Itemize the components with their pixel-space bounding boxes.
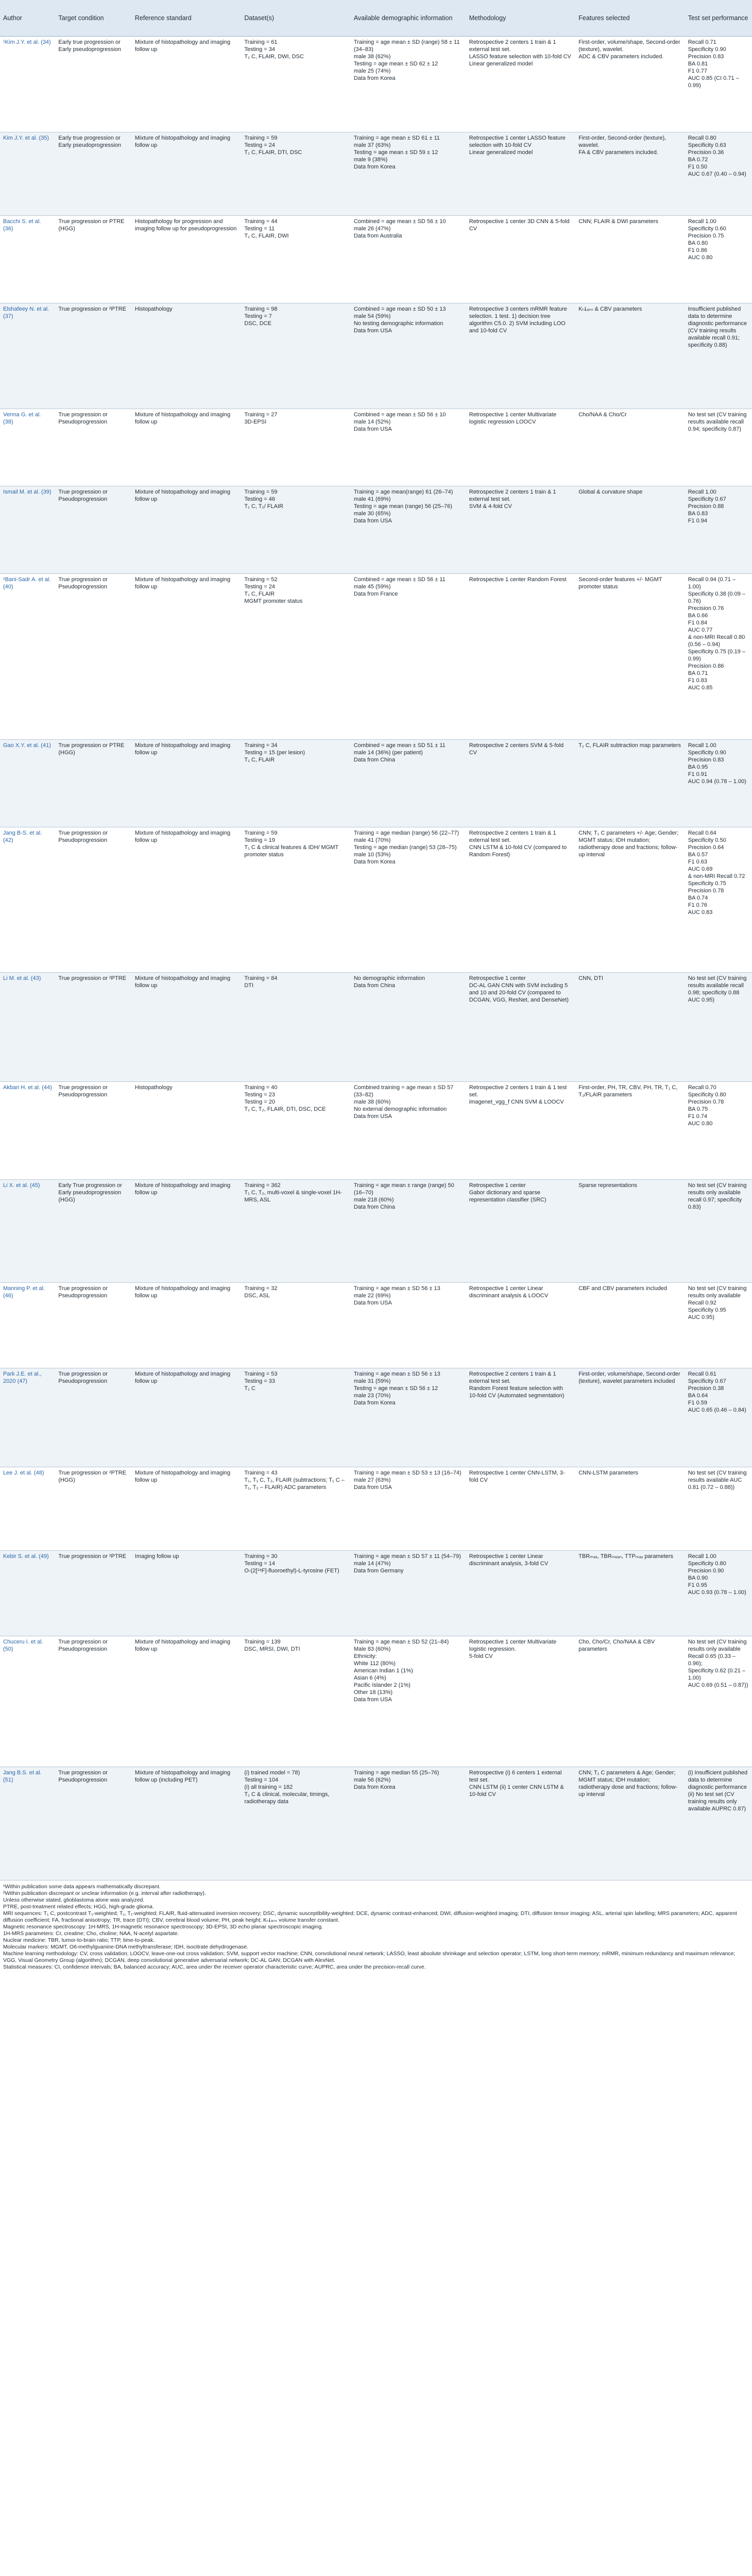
- cell-features-selected: CNN; T₁ C parameters +/- Age; Gender; MGMT status; IDH mutation; radiotherapy dose and fractions; follow-up interval: [575, 827, 685, 973]
- cell-features-selected: CNN-LSTM parameters: [575, 1467, 685, 1551]
- cell-author: Elshafeey N. et al. (37): [0, 303, 55, 409]
- footnote: Unless otherwise stated, glioblastoma alone was analyzed.: [3, 1897, 145, 1903]
- cell-test-performance: No test set (CV training results available AUC 0.81 (0.72 – 0.88)): [685, 1467, 752, 1551]
- footnote: PTRE, post-treatment related effects; HGG, high-grade glioma.: [3, 1904, 154, 1910]
- cell-datasets: Training = 40 Testing = 23 Testing = 20 T₁ C, T₂, FLAIR, DTI, DSC, DCE: [241, 1082, 350, 1180]
- cell-test-performance: (i) Insufficient published data to determine diagnostic performance (ii) No test set (CV training results only available AUPRC 0.87): [685, 1767, 752, 1880]
- cell-author: Ismail M. et al. (39): [0, 486, 55, 574]
- cell-datasets: Training = 98 Testing = 7 DSC, DCE: [241, 303, 350, 409]
- cell-demographic-info: Training = age median 55 (25–76) male 56 (62%) Data from Korea: [351, 1767, 466, 1880]
- cell-author: Verma G. et al. (38): [0, 409, 55, 486]
- cell-target-condition: True progression or Pseudoprogression: [55, 1767, 132, 1880]
- cell-target-condition: Early true progression or Early pseudoprogression: [55, 37, 132, 132]
- header-reference-standard: Reference standard: [132, 0, 241, 37]
- cell-features-selected: Second-order features +/- MGMT promoter status: [575, 574, 685, 740]
- cell-demographic-info: Training = age mean ± SD (range) 58 ± 11 (34–83) male 38 (62%) Testing = age mean ± SD 62 ± 12 male 25 (74%) Data from Korea: [351, 37, 466, 132]
- cell-datasets: Training = 32 DSC, ASL: [241, 1283, 350, 1368]
- cell-demographic-info: Combined = age mean ± SD 50 ± 13 male 54 (59%) No testing demographic information Data from USA: [351, 303, 466, 409]
- cell-author: ¹Bani-Sadr A. et al. (40): [0, 574, 55, 740]
- cell-author: ¹Kim J.Y. et al. (34): [0, 37, 55, 132]
- cell-test-performance: No test set (CV training results only available Recall 0.92 Specificity 0.95 AUC 0.95): [685, 1283, 752, 1368]
- cell-target-condition: True progression or Pseudoprogression: [55, 1368, 132, 1467]
- cell-test-performance: No test set (CV training results only available Recall 0.65 (0.33 – 0.96); Specificity 0.62 (0.21 – 1.00) AUC 0.69 (0.51 – 0.87)): [685, 1636, 752, 1767]
- cell-datasets: Training = 27 3D-EPSI: [241, 409, 350, 486]
- header-methodology: Methodology: [466, 0, 575, 37]
- cell-author: Jang B.S. et al. (51): [0, 1767, 55, 1880]
- cell-demographic-info: Training = age mean(range) 61 (26–74) male 41 (69%) Testing = age mean (range) 56 (25–76) male 30 (65%) Data from USA: [351, 486, 466, 574]
- cell-methodology: Retrospective 2 centers 1 train & 1 external test set. Random Forest feature selection with 10-fold CV (Automated segmentation): [466, 1368, 575, 1467]
- footnote: Magnetic resonance spectroscopy: 1H-MRS, 1H-magnetic resonance spectroscopy; 3D-EPSI, 3D echo planar spectroscopic imaging.: [3, 1924, 323, 1930]
- cell-target-condition: True progression or Pseudoprogression: [55, 1283, 132, 1368]
- cell-reference-standard: Mixture of histopathology and imaging follow up: [132, 973, 241, 1082]
- cell-demographic-info: Training = age median (range) 56 (22–77) male 41 (70%) Testing = age median (range) 53 (28–75) male 10 (53%) Data from Korea: [351, 827, 466, 973]
- header-author: Author: [0, 0, 55, 37]
- cell-features-selected: TBRₘₐₓ, TBRₘₑₐₙ, TTPₘₐₓ parameters: [575, 1551, 685, 1636]
- cell-demographic-info: Training = age mean ± range (range) 50 (16–70) male 218 (60%) Data from China: [351, 1180, 466, 1283]
- cell-reference-standard: Mixture of histopathology and imaging follow up: [132, 574, 241, 740]
- footnote: ²Within publication discrepant or unclear information (e.g. interval after radiotherapy).: [3, 1890, 206, 1896]
- cell-methodology: Retrospective 1 center LASSO feature selection with 10-fold CV Linear generalized model: [466, 132, 575, 216]
- cell-datasets: Training = 61 Testing = 34 T₁ C, FLAIR, DWI, DSC: [241, 37, 350, 132]
- table-row: [0, 1283, 752, 1368]
- cell-author: Akbari H. et al. (44): [0, 1082, 55, 1180]
- table-footnotes: [0, 1880, 752, 1974]
- cell-reference-standard: Mixture of histopathology and imaging follow up: [132, 486, 241, 574]
- cell-target-condition: True progression or Pseudoprogression: [55, 1082, 132, 1180]
- header-demographic-info: Available demographic information: [351, 0, 466, 37]
- cell-features-selected: First-order, volume/shape, Second-order (texture), wavelet. ADC & CBV parameters included.: [575, 37, 685, 132]
- cell-demographic-info: Training = age mean ± SD 56 ± 13 male 31 (59%) Testing = age mean ± SD 56 ± 12 male 23 (70%) Data from Korea: [351, 1368, 466, 1467]
- table-row: [0, 409, 752, 486]
- cell-datasets: Training = 43 T₁, T₁ C, T₂, FLAIR (subtractions; T₁ C – T₁, T₂ – FLAIR) ADC parameters: [241, 1467, 350, 1551]
- cell-features-selected: T₁ C, FLAIR subtraction map parameters: [575, 740, 685, 827]
- cell-demographic-info: Training = age mean ± SD 53 ± 13 (16–74) male 27 (63%) Data from USA: [351, 1467, 466, 1551]
- cell-reference-standard: Mixture of histopathology and imaging follow up: [132, 1467, 241, 1551]
- cell-test-performance: No test set (CV training results available recall 0.94; specificity 0.87): [685, 409, 752, 486]
- cell-features-selected: Cho, Cho/Cr, Cho/NAA & CBV parameters: [575, 1636, 685, 1767]
- cell-demographic-info: Training = age mean ± SD 57 ± 11 (54–79) male 14 (47%) Data from Germany: [351, 1551, 466, 1636]
- cell-demographic-info: Training = age mean ± SD 61 ± 11 male 37 (63%) Testing = age mean ± SD 59 ± 12 male 9 (38%) Data from Korea: [351, 132, 466, 216]
- cell-reference-standard: Mixture of histopathology and imaging follow up: [132, 409, 241, 486]
- cell-datasets: (i) trained model = 78) Testing = 104 (i) all training = 182 T₁ C & clinical, molecular, timings, radiotherapy data: [241, 1767, 350, 1880]
- cell-author: Gao X.Y. et al. (41): [0, 740, 55, 827]
- cell-test-performance: No test set (CV training results available recall 0.98; specificity 0.88 AUC 0.95): [685, 973, 752, 1082]
- cell-demographic-info: Combined = age mean ± SD 51 ± 11 male 14 (36%) (per patient) Data from China: [351, 740, 466, 827]
- cell-reference-standard: Mixture of histopathology and imaging follow up: [132, 37, 241, 132]
- cell-demographic-info: Training = age mean ± SD 56 ± 13 male 22 (69%) Data from USA: [351, 1283, 466, 1368]
- cell-demographic-info: Training = age mean ± SD 52 (21–84) Male 83 (60%) Ethnicity: White 112 (80%) American Indian 1 (1%) Asian 6 (4%) Pacific Islander 2 (1%) Other 18 (13%) Data from USA: [351, 1636, 466, 1767]
- table-row: [0, 1767, 752, 1880]
- cell-reference-standard: Imaging follow up: [132, 1551, 241, 1636]
- cell-test-performance: Recall 0.94 (0.71 – 1.00) Specificity 0.38 (0.09 – 0.76) Precision 0.76 BA 0.66 F1 0.84 AUC 0.77 & non-MRI Recall 0.80 (0.56 – 0.94) Specificity 0.75 (0.19 – 0.99) Precision 0.86 BA 0.71 F1 0.83 AUC 0.85: [685, 574, 752, 740]
- header-datasets: Dataset(s): [241, 0, 350, 37]
- footnote: Machine learning methodology: CV, cross validation; LOOCV, leave-one-out cross validation; SVM, support vector machine; CNN, convolutional neural network; LASSO, least absolute shrinkage and selection operator; LSTM, long short-term memory; mRMR, minimum redundancy and maximum relevance; VGG, Visual Geometry Group (algorithm); DCGAN, deep convolutional generative adversarial network; DC-AL GAN; DCGAN with AlexNet.: [3, 1951, 736, 1963]
- cell-datasets: Training = 84 DTI: [241, 973, 350, 1082]
- cell-test-performance: Recall 0.64 Specificity 0.50 Precision 0.64 BA 0.57 F1 0.63 AUC 0.69 & non-MRI Recall 0.72 Specificity 0.75 Precision 0.78 BA 0.74 F1 0.76 AUC 0.83: [685, 827, 752, 973]
- cell-author: Jang B-S. et al. (42): [0, 827, 55, 973]
- cell-datasets: Training = 53 Testing = 33 T₁ C: [241, 1368, 350, 1467]
- cell-methodology: Retrospective 2 centers 1 train & 1 external test set. SVM & 4-fold CV: [466, 486, 575, 574]
- cell-datasets: Training = 59 Testing = 24 T₁ C, FLAIR, DTI, DSC: [241, 132, 350, 216]
- cell-features-selected: CNN; FLAIR & DWI parameters: [575, 216, 685, 303]
- cell-test-performance: Insufficient published data to determine diagnostic performance (CV training results available recall 0.91; specificity 0.88): [685, 303, 752, 409]
- table-header: [0, 0, 752, 37]
- table-row: [0, 1467, 752, 1551]
- cell-datasets: Training = 139 DSC, MRSI, DWI, DTI: [241, 1636, 350, 1767]
- cell-features-selected: CNN; T₁ C parameters & Age; Gender; MGMT status; IDH mutation; radiotherapy dose and fractions; follow-up interval: [575, 1767, 685, 1880]
- cell-reference-standard: Mixture of histopathology and imaging follow up: [132, 1636, 241, 1767]
- table-row: [0, 303, 752, 409]
- cell-demographic-info: Combined = age mean ± SD 56 ± 10 male 26 (47%) Data from Australia: [351, 216, 466, 303]
- cell-author: Chuceru I. et al. (50): [0, 1636, 55, 1767]
- cell-datasets: Training = 44 Testing = 11 T₁ C, FLAIR, DWI: [241, 216, 350, 303]
- table-row: [0, 1180, 752, 1283]
- cell-target-condition: True progression or ²PTRE: [55, 303, 132, 409]
- cell-target-condition: True progression or ²PTRE: [55, 973, 132, 1082]
- footnote: Molecular markers: MGMT, O6-methylguanine-DNA methyltransferase; IDH, isocitrate dehydrogenase.: [3, 1944, 249, 1950]
- cell-author: Manning P. et al. (46): [0, 1283, 55, 1368]
- cell-target-condition: Early True progression or Early pseudoprogression (HGG): [55, 1180, 132, 1283]
- table-row: [0, 740, 752, 827]
- cell-test-performance: Recall 1.00 Specificity 0.67 Precision 0.88 BA 0.83 F1 0.94: [685, 486, 752, 574]
- cell-target-condition: True progression or Pseudoprogression: [55, 827, 132, 973]
- header-test-performance: Test set performance: [685, 0, 752, 37]
- footnote: ¹Within publication some data appears mathematically discrepant.: [3, 1884, 161, 1890]
- cell-datasets: Training = 362 T₁ C, T₂, multi-voxel & single-voxel 1H-MRS, ASL: [241, 1180, 350, 1283]
- cell-test-performance: No test set (CV training results only available recall 0.97; specificity 0.83): [685, 1180, 752, 1283]
- cell-test-performance: Recall 0.71 Specificity 0.90 Precision 0.83 BA 0.81 F1 0.77 AUC 0.85 (CI 0.71 – 0.99): [685, 37, 752, 132]
- cell-methodology: Retrospective 2 centers 1 train & 1 external test set. CNN LSTM & 10-fold CV (compared to Random Forest): [466, 827, 575, 973]
- cell-methodology: Retrospective 1 center CNN-LSTM, 3-fold CV: [466, 1467, 575, 1551]
- header-target-condition: Target condition: [55, 0, 132, 37]
- cell-demographic-info: Combined = age mean ± SD 56 ± 10 male 14 (52%) Data from USA: [351, 409, 466, 486]
- table-row: [0, 37, 752, 132]
- table-row: [0, 132, 752, 216]
- footnote: 1H-MRS parameters: Cr, creatine; Cho, choline; NAA, N-acetyl aspartate.: [3, 1930, 179, 1937]
- cell-test-performance: Recall 1.00 Specificity 0.80 Precision 0.90 BA 0.90 F1 0.95 AUC 0.93 (0.78 – 1.00): [685, 1551, 752, 1636]
- cell-datasets: Training = 59 Testing = 46 T₁ C, T₂/ FLAIR: [241, 486, 350, 574]
- cell-features-selected: Cho/NAA & Cho/Cr: [575, 409, 685, 486]
- table-row: [0, 827, 752, 973]
- header-features-selected: Features selected: [575, 0, 685, 37]
- cell-methodology: Retrospective 3 centers mRMR feature selection. 1 test. 1) decision tree algorithm C5.0. 2) SVM including LOO and 10-fold CV: [466, 303, 575, 409]
- cell-reference-standard: Mixture of histopathology and imaging follow up: [132, 132, 241, 216]
- table-row: [0, 1636, 752, 1767]
- cell-test-performance: Recall 0.61 Specificity 0.67 Precision 0.38 BA 0.64 F1 0.59 AUC 0.65 (0.46 – 0.84): [685, 1368, 752, 1467]
- cell-methodology: Retrospective 1 center Multivariate logistic regression. 5-fold CV: [466, 1636, 575, 1767]
- cell-reference-standard: Histopathology: [132, 1082, 241, 1180]
- cell-datasets: Training = 52 Testing = 24 T₁ C, FLAIR MGMT promoter status: [241, 574, 350, 740]
- cell-reference-standard: Mixture of histopathology and imaging follow up (including PET): [132, 1767, 241, 1880]
- table-row: [0, 216, 752, 303]
- cell-target-condition: True progression or ²PTRE (HGG): [55, 1467, 132, 1551]
- cell-methodology: Retrospective (i) 6 centers 1 external test set. CNN LSTM (ii) 1 center CNN LSTM & 10-fold CV: [466, 1767, 575, 1880]
- cell-reference-standard: Mixture of histopathology and imaging follow up: [132, 1368, 241, 1467]
- table-row: [0, 574, 752, 740]
- cell-target-condition: True progression or Pseudoprogression: [55, 409, 132, 486]
- table-row: [0, 1368, 752, 1467]
- cell-target-condition: True progression or Pseudoprogression: [55, 1636, 132, 1767]
- cell-author: Li X. et al. (45): [0, 1180, 55, 1283]
- cell-target-condition: True progression or Pseudoprogression: [55, 574, 132, 740]
- cell-target-condition: True progression or Pseudoprogression: [55, 486, 132, 574]
- cell-demographic-info: No demographic information Data from China: [351, 973, 466, 1082]
- cell-author: Kim J.Y. et al. (35): [0, 132, 55, 216]
- cell-methodology: Retrospective 1 center Random Forest: [466, 574, 575, 740]
- table-row: [0, 973, 752, 1082]
- footnote: MRI sequences: T₁ C, postcontrast T₁-weighted; T₁, T₁-weighted; FLAIR, fluid-attenuated inversion recovery; DSC, dynamic susceptibility-weighted; DCE, dynamic contrast-enhanced; DWI, diffusion-weighted imaging; DTI, diffusion tensor imaging; ASL, arterial spin labelling; MRS parameters; ADC, apparent diffusion coefficient; FA, fractional anisotropy; TR, trace (DTI); CBV, cerebral blood volume; PH, peak height; Kₜ⭣ₐₙₛ volume transfer constant.: [3, 1910, 737, 1923]
- cell-reference-standard: Mixture of histopathology and imaging follow up: [132, 1283, 241, 1368]
- cell-test-performance: Recall 1.00 Specificity 0.60 Precision 0.75 BA 0.80 F1 0.86 AUC 0.80: [685, 216, 752, 303]
- cell-reference-standard: Histopathology for progression and imaging follow up for pseudoprogression: [132, 216, 241, 303]
- cell-reference-standard: Mixture of histopathology and imaging follow up: [132, 827, 241, 973]
- cell-methodology: Retrospective 2 centers 1 train & 1 test set. imagenet_vgg_f CNN SVM & LOOCV: [466, 1082, 575, 1180]
- cell-author: Kebir S. et al. (49): [0, 1551, 55, 1636]
- cell-demographic-info: Combined training = age mean ± SD 57 (33–82) male 38 (60%) No external demographic information Data from USA: [351, 1082, 466, 1180]
- cell-methodology: Retrospective 2 centers 1 train & 1 external test set. LASSO feature selection with 10-fold CV Linear generalized model: [466, 37, 575, 132]
- cell-methodology: Retrospective 1 center Linear discriminant analysis & LOOCV: [466, 1283, 575, 1368]
- cell-reference-standard: Histopathology: [132, 303, 241, 409]
- cell-demographic-info: Combined = age mean ± SD 56 ± 11 male 45 (59%) Data from France: [351, 574, 466, 740]
- cell-features-selected: Global & curvature shape: [575, 486, 685, 574]
- table-body: [0, 37, 752, 1880]
- header-row: [0, 0, 752, 37]
- cell-methodology: Retrospective 1 center DC-AL GAN CNN with SVM including 5 and 10 and 20-fold CV (compared to DCGAN, VGG, ResNet, and DenseNet): [466, 973, 575, 1082]
- cell-datasets: Training = 30 Testing = 14 O-(2[¹⁸F]-fluoroethyl)-L-tyrosine (FET): [241, 1551, 350, 1636]
- cell-features-selected: First-order, Second-order (texture), wavelet. FA & CBV parameters included.: [575, 132, 685, 216]
- cell-target-condition: True progression or PTRE (HGG): [55, 740, 132, 827]
- cell-author: Lee J. et al. (48): [0, 1467, 55, 1551]
- cell-methodology: Retrospective 1 center Gabor dictionary and sparse representation classifier (SRC): [466, 1180, 575, 1283]
- cell-datasets: Training = 34 Testing = 15 (per lesion) T₁ C, FLAIR: [241, 740, 350, 827]
- cell-author: Li M. et al. (43): [0, 973, 55, 1082]
- cell-test-performance: Recall 0.80 Specificity 0.63 Precision 0.36 BA 0.72 F1 0.50 AUC 0.67 (0.40 – 0.94): [685, 132, 752, 216]
- cell-features-selected: CBF and CBV parameters included: [575, 1283, 685, 1368]
- cell-features-selected: CNN, DTI: [575, 973, 685, 1082]
- cell-methodology: Retrospective 1 center 3D CNN & 5-fold CV: [466, 216, 575, 303]
- cell-test-performance: Recall 0.70 Specificity 0.80 Precision 0.78 BA 0.75 F1 0.74 AUC 0.80: [685, 1082, 752, 1180]
- table-row: [0, 486, 752, 574]
- footnote: Nuclear medicine: TBR, tumor-to-brain ratio; TTP, time-to-peak.: [3, 1937, 155, 1943]
- cell-target-condition: Early true progression or Early pseudoprogression: [55, 132, 132, 216]
- cell-author: Bacchi S. et al. (36): [0, 216, 55, 303]
- cell-methodology: Retrospective 1 center Multivariate logistic regression LOOCV: [466, 409, 575, 486]
- table-row: [0, 1551, 752, 1636]
- table-row: [0, 1082, 752, 1180]
- cell-test-performance: Recall 1.00 Specificity 0.90 Precision 0.83 BA 0.95 F1 0.91 AUC 0.94 (0.78 – 1.00): [685, 740, 752, 827]
- cell-author: Park J.E. et al., 2020 (47): [0, 1368, 55, 1467]
- cell-datasets: Training = 59 Testing = 19 T₁ C & clinical features & IDH/ MGMT promoter status: [241, 827, 350, 973]
- cell-features-selected: First-order, PH, TR, CBV, PH, TR, T₁ C, T₂/FLAIR parameters: [575, 1082, 685, 1180]
- cell-target-condition: True progression or ²PTRE: [55, 1551, 132, 1636]
- cell-features-selected: Sparse representations: [575, 1180, 685, 1283]
- footnote: Statistical measures: CI, confidence intervals; BA, balanced accuracy; AUC, area under the receiver operator characteristic curve; AUPRC, area under the precision-recall curve.: [3, 1964, 426, 1970]
- cell-reference-standard: Mixture of histopathology and imaging follow up: [132, 740, 241, 827]
- cell-target-condition: True progression or PTRE (HGG): [55, 216, 132, 303]
- cell-reference-standard: Mixture of histopathology and imaging follow up: [132, 1180, 241, 1283]
- cell-features-selected: First-order, volume/shape, Second-order (texture), wavelet parameters included: [575, 1368, 685, 1467]
- cell-methodology: Retrospective 1 center Linear discriminant analysis, 3-fold CV: [466, 1551, 575, 1636]
- cell-methodology: Retrospective 2 centers SVM & 5-fold CV: [466, 740, 575, 827]
- cell-features-selected: Kₜ⭣ₐₙₛ & CBV parameters: [575, 303, 685, 409]
